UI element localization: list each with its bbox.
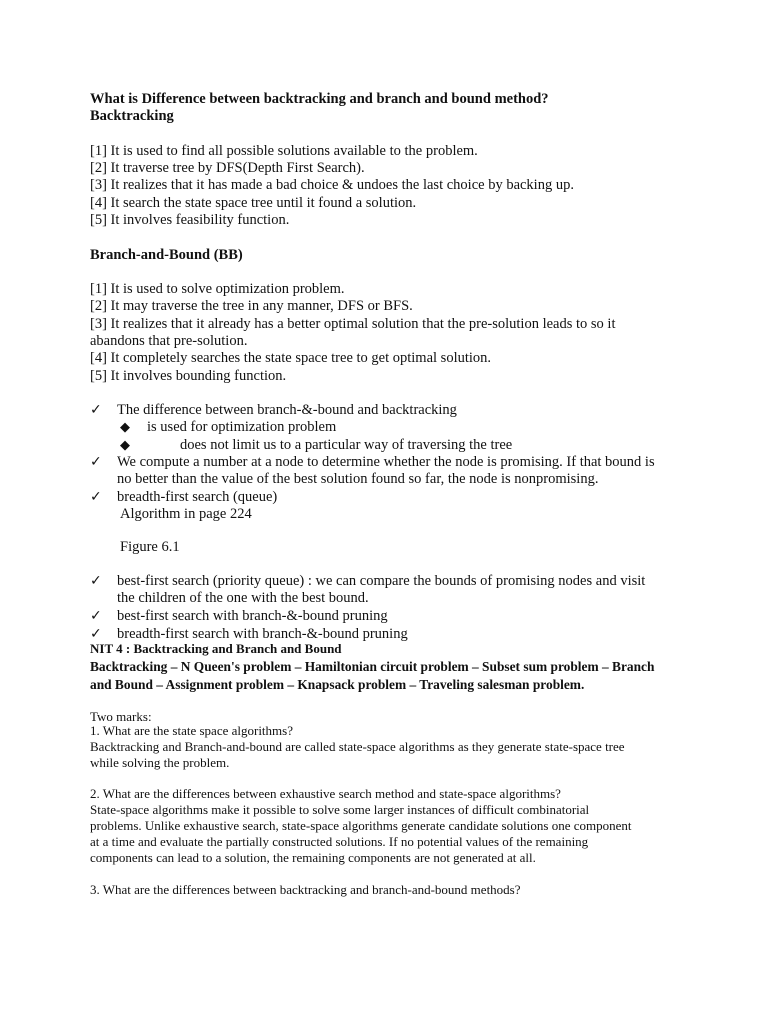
- section-title-branch-and-bound: Branch-and-Bound (BB): [90, 247, 243, 263]
- bb-item: [2] It may traverse the tree in any manner, DFS or BFS.: [90, 298, 413, 314]
- check-icon: ✓: [90, 454, 102, 470]
- backtracking-item: [1] It is used to find all possible solutions available to the problem.: [90, 143, 478, 159]
- backtracking-item: [5] It involves feasibility function.: [90, 212, 290, 228]
- checklist-item: We compute a number at a node to determine whether the node is promising. If that bound is: [117, 454, 655, 470]
- check-icon: ✓: [90, 402, 102, 418]
- answer-continuation: components can lead to a solution, the remaining components are not generated at all.: [90, 850, 536, 865]
- figure-note: Figure 6.1: [120, 539, 180, 555]
- two-marks-label: Two marks:: [90, 709, 152, 724]
- section-title-backtracking: Backtracking: [90, 108, 174, 124]
- unit-title: NIT 4 : Backtracking and Branch and Bound: [90, 641, 342, 656]
- page-heading: What is Difference between backtracking and branch and bound method?: [90, 91, 549, 107]
- question: 2. What are the differences between exhaustive search method and state-space algorithms?: [90, 786, 561, 801]
- bb-item: [4] It completely searches the state space tree to get optimal solution.: [90, 350, 492, 366]
- bb-item-continuation: abandons that pre-solution.: [90, 333, 248, 349]
- diamond-bullet-icon: ◆: [120, 420, 130, 435]
- unit-topics-continuation: and Bound – Assignment problem – Knapsack problem – Traveling salesman problem.: [90, 677, 585, 692]
- answer-continuation: while solving the problem.: [90, 755, 230, 770]
- backtracking-item: [4] It search the state space tree until it found a solution.: [90, 195, 417, 211]
- answer-continuation: problems. Unlike exhaustive search, state-space algorithms generate candidate solutions one component: [90, 818, 632, 833]
- backtracking-item: [3] It realizes that it has made a bad choice & undoes the last choice by backing up.: [90, 177, 574, 193]
- checklist-item: breadth-first search with branch-&-bound pruning: [117, 626, 408, 642]
- question: 3. What are the differences between backtracking and branch-and-bound methods?: [90, 882, 521, 897]
- check-icon: ✓: [90, 489, 102, 505]
- question: 1. What are the state space algorithms?: [90, 723, 293, 738]
- checklist-item: The difference between branch-&-bound and backtracking: [117, 402, 457, 418]
- checklist-item: breadth-first search (queue): [117, 489, 278, 505]
- bb-item: [3] It realizes that it already has a better optimal solution that the pre-solution leads to so it: [90, 316, 616, 332]
- answer-continuation: at a time and evaluate the partially constructed solutions. If no potential values of the remaining: [90, 834, 589, 849]
- check-icon: ✓: [90, 626, 102, 642]
- checklist-item-continuation: the children of the one with the best bound.: [117, 590, 369, 606]
- bb-item: [5] It involves bounding function.: [90, 368, 287, 384]
- checklist-item: best-first search (priority queue) : we can compare the bounds of promising nodes and visit: [117, 573, 646, 589]
- checklist-item: best-first search with branch-&-bound pruning: [117, 608, 388, 624]
- unit-topics: Backtracking – N Queen's problem – Hamiltonian circuit problem – Subset sum problem – Branch: [90, 659, 655, 674]
- answer: Backtracking and Branch-and-bound are called state-space algorithms as they generate state-space tree: [90, 739, 625, 754]
- algorithm-note: Algorithm in page 224: [120, 506, 252, 522]
- answer: State-space algorithms make it possible to solve some larger instances of difficult combinatorial: [90, 802, 590, 817]
- backtracking-item: [2] It traverse tree by DFS(Depth First Search).: [90, 160, 365, 176]
- check-icon: ✓: [90, 608, 102, 624]
- checklist-subitem: does not limit us to a particular way of traversing the tree: [180, 437, 513, 453]
- checklist-subitem: is used for optimization problem: [147, 419, 337, 435]
- diamond-bullet-icon: ◆: [120, 438, 130, 453]
- bb-item: [1] It is used to solve optimization problem.: [90, 281, 345, 297]
- checklist-item-continuation: no better than the value of the best solution found so far, the node is nonpromising.: [117, 471, 599, 487]
- check-icon: ✓: [90, 573, 102, 589]
